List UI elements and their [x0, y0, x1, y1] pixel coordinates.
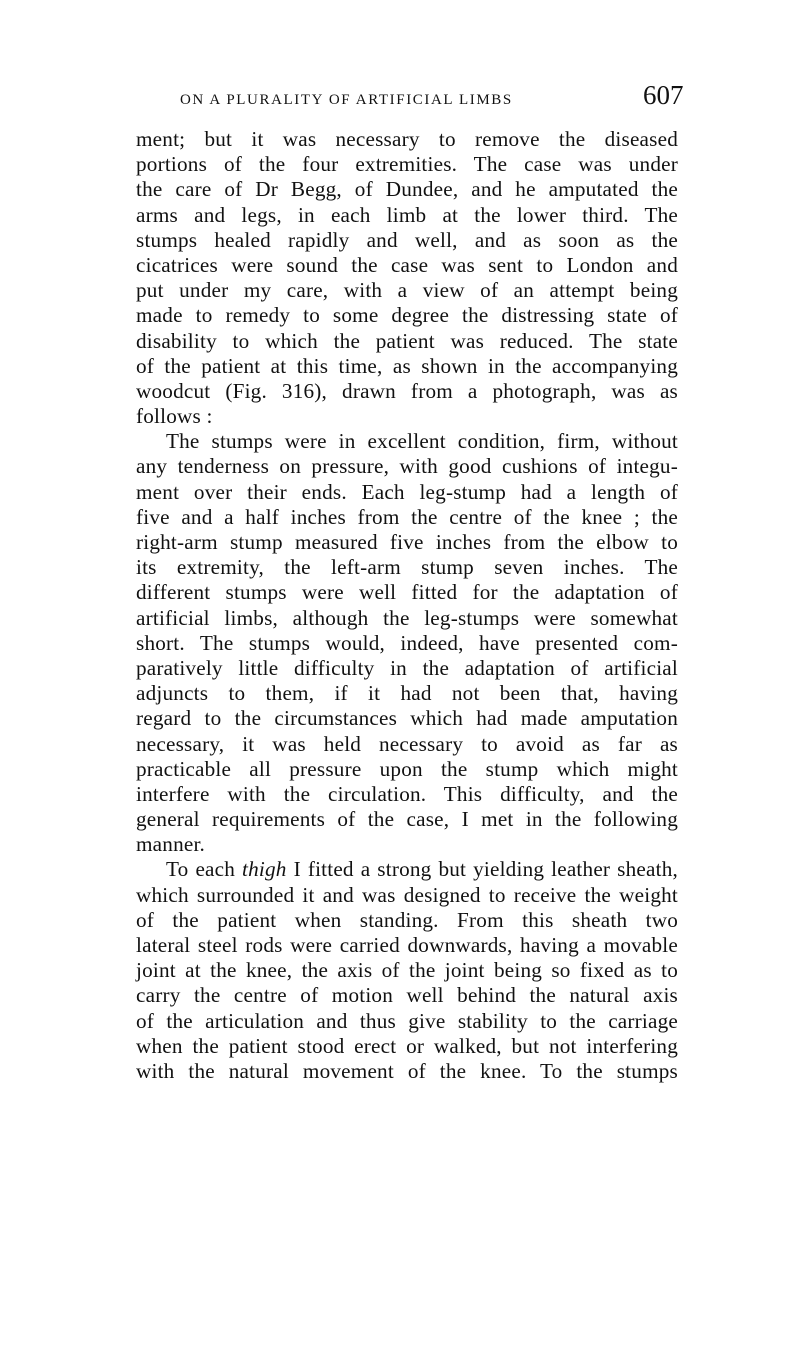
text-line: cicatrices were sound the case was sent to London and [136, 252, 678, 277]
text-line: of the patient when standing. From this sheath two [136, 907, 678, 932]
text-line: adjuncts to them, if it had not been that, having [136, 681, 678, 706]
text-line: interfere with the circulation. This difficulty, and the [136, 781, 678, 806]
text-line: necessary, it was held necessary to avoid as far as [136, 731, 678, 756]
text-line: regard to the circumstances which had made amputation [136, 706, 678, 731]
text-line: portions of the four extremities. The case was under [136, 152, 678, 177]
text-line: stumps healed rapidly and well, and as soon as the [136, 227, 678, 252]
text-line: ment over their ends. Each leg-stump had a length of [136, 479, 678, 504]
text-line: which surrounded it and was designed to receive the weight [136, 882, 678, 907]
text-line: any tenderness on pressure, with good cushions of integu- [136, 454, 678, 479]
text-fragment: To each [166, 857, 243, 882]
body-text [136, 127, 678, 1084]
text-line: artificial limbs, although the leg-stumps were somewhat [136, 605, 678, 630]
text-fragment: I fitted a strong but yielding leather sheath, [286, 857, 678, 882]
text-line: arms and legs, in each limb at the lower third. The [136, 202, 678, 227]
text-line: made to remedy to some degree the distressing state of [136, 303, 678, 328]
text-line-with-italic [136, 857, 678, 882]
text-line: general requirements of the case, I met in the following [136, 807, 678, 832]
text-line: follows : [136, 404, 213, 429]
running-head [0, 80, 800, 120]
italic-term: thigh [242, 857, 287, 882]
text-line: its extremity, the left-arm stump seven inches. The [136, 555, 678, 580]
running-title: ON A PLURALITY OF ARTIFICIAL LIMBS [180, 92, 513, 108]
text-line: short. The stumps would, indeed, have presented com- [136, 630, 678, 655]
text-line: carry the centre of motion well behind the natural axis [136, 983, 678, 1008]
text-line: different stumps were well fitted for the adaptation of [136, 580, 678, 605]
text-line: right-arm stump measured five inches from the elbow to [136, 530, 678, 554]
text-line: put under my care, with a view of an attempt being [136, 278, 678, 303]
page-number: 607 [643, 80, 684, 110]
text-line: of the patient at this time, as shown in the accompanying [136, 353, 678, 378]
text-line: the care of Dr Begg, of Dundee, and he amputated the [136, 177, 678, 202]
text-line: of the articulation and thus give stability to the carriage [136, 1008, 678, 1033]
text-line: lateral steel rods were carried downwards, having a movable [136, 933, 678, 957]
text-line: paratively little difficulty in the adaptation of artificial [136, 655, 678, 680]
text-line: manner. [136, 832, 206, 857]
text-line: with the natural movement of the knee. To the stumps [136, 1058, 678, 1083]
text-line: practicable all pressure upon the stump which might [136, 756, 678, 781]
text-line: woodcut (Fig. 316), drawn from a photograph, was as [136, 378, 678, 403]
text-line: ment; but it was necessary to remove the diseased [136, 127, 678, 151]
text-line: joint at the knee, the axis of the joint being so fixed as to [136, 958, 678, 983]
text-line: disability to which the patient was reduced. The state [136, 328, 678, 353]
text-line: five and a half inches from the centre of the knee ; the [136, 504, 678, 529]
text-line: when the patient stood erect or walked, but not interfering [136, 1033, 678, 1058]
text-line: The stumps were in excellent condition, firm, without [166, 429, 678, 454]
